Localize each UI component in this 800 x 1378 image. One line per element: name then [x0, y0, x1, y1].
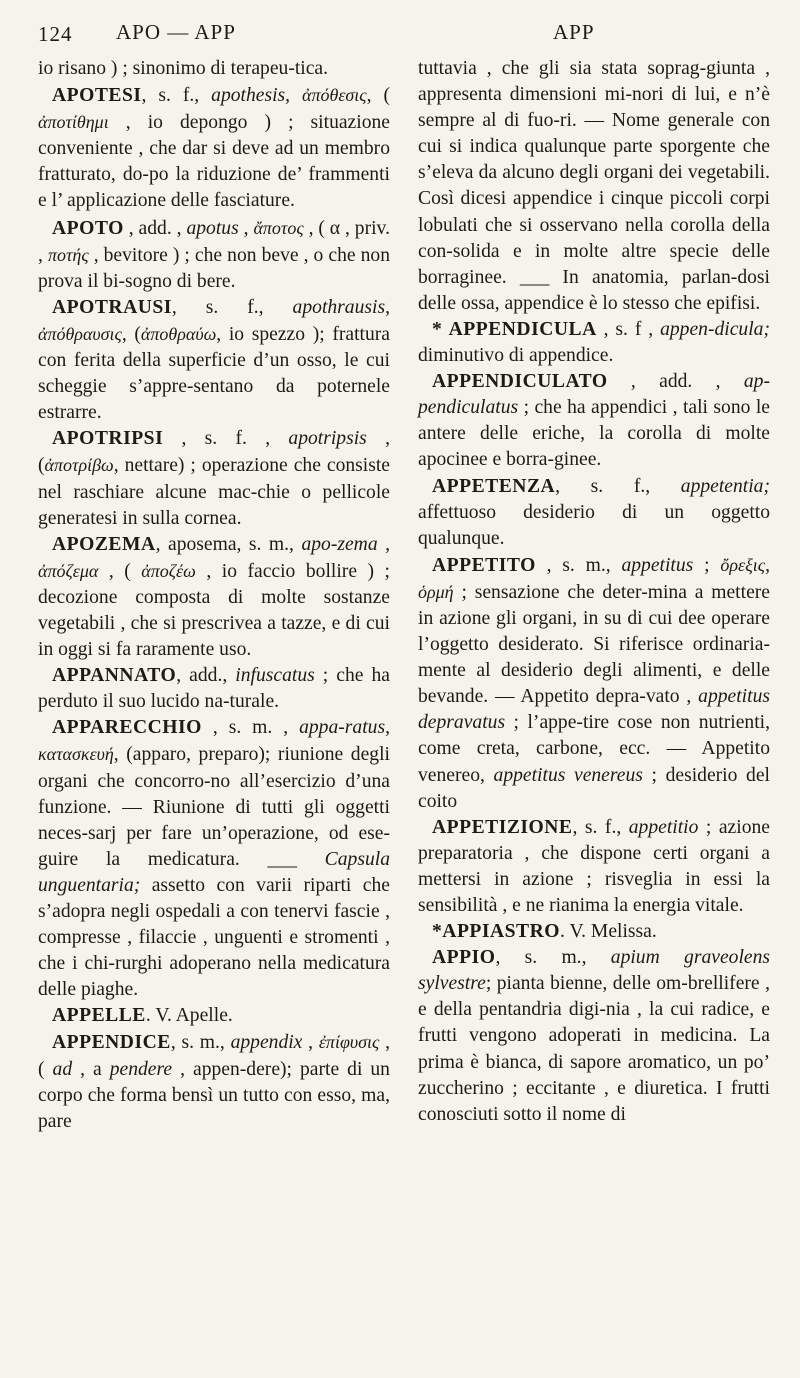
entry-text: , (	[38, 1032, 391, 1080]
entry-headword: APPELLE	[52, 1005, 146, 1027]
dictionary-entry	[38, 295, 390, 426]
latin-term: apotripsis	[288, 428, 367, 450]
entry-continuation	[418, 56, 770, 317]
entry-headword: *APPIASTRO	[432, 921, 561, 943]
entry-text: ; che ha perduto il suo lucido na-turale.	[38, 665, 390, 713]
entry-text: assetto con varii riparti che s’adopra negli ospedali a con tenervi fascie , compresse , filaccie , unguenti e stromenti , che i chi-rurghi adoperano nella medicatura delle piaghe.	[38, 874, 390, 1001]
entry-text: ; sensazione che deter-mina a mettere in azione gli organi, in su di cui dee operare l’oggetto desiderato. Si riferisce ordinaria-mente al desiderio degli alimenti, e delle bevande. — Appetito depra-vato ,	[418, 581, 770, 708]
entry-text: ,	[385, 296, 390, 318]
latin-term: Capsula unguentaria;	[38, 848, 390, 896]
dictionary-entry	[38, 215, 390, 295]
latin-term: appa-ratus	[299, 717, 386, 739]
entry-text: , appen-dere); parte di un corpo che forma bensì un tutto con esso, ma, pare	[38, 1058, 390, 1132]
latin-term: appendix	[230, 1032, 303, 1054]
entry-text: , (	[366, 85, 390, 107]
left-running-head: APO — APP	[116, 20, 236, 44]
entry-text: , io depongo ) ; situazione conveniente , che dar si deve ad un membro fratturato, do-po la riduzione de’ frammenti e l’ applicazione delle fasciature.	[38, 112, 390, 212]
greek-term: ἐπίφυσις	[318, 1032, 380, 1053]
entry-text: ; l’appe-tire cose non nutrienti, come creta, carbone, ecc. — Appetito venereo,	[418, 712, 770, 786]
entry-headword: APPIO	[432, 947, 496, 969]
latin-term: ap-pendiculatus	[418, 371, 770, 419]
entry-text: , add.,	[176, 665, 236, 687]
dictionary-entry	[38, 715, 390, 1003]
entry-text: ; desiderio del coito	[418, 764, 770, 812]
latin-term: appetentia;	[680, 475, 770, 497]
dictionary-entry	[38, 532, 390, 663]
entry-text: , s. f ,	[596, 318, 661, 340]
entry-text: , (	[121, 323, 141, 345]
entry-headword: APPETENZA	[432, 475, 556, 497]
entry-text: , s. f.,	[171, 296, 293, 318]
dictionary-entry	[418, 945, 770, 1128]
latin-term: infuscatus	[235, 665, 315, 687]
dictionary-entry	[38, 1029, 390, 1134]
entry-headword: APPARECCHIO	[52, 717, 202, 739]
greek-term: ὁρμή	[418, 581, 454, 602]
entry-text: , io faccio bollire ) ; decozione composta di molte sostanze vegetabili , che si prescrivea a tazze, e di cui in oggi si fa raramente uso.	[38, 560, 390, 661]
latin-term: appetitus depravatus	[418, 686, 770, 734]
entry-text: , aposema, s. m.,	[155, 533, 302, 555]
greek-term: ἀπόθραυσις	[38, 323, 122, 344]
entry-text: ,	[285, 85, 303, 107]
dictionary-entry	[418, 317, 770, 369]
entry-headword: APPANNATO	[52, 665, 177, 687]
entry-text: , s. m.,	[495, 947, 611, 969]
running-header	[38, 20, 778, 50]
latin-term: apotus	[186, 217, 239, 239]
dictionary-entry	[418, 474, 770, 552]
greek-term: ἄποτος	[253, 217, 304, 238]
entry-text: ; che ha appendici , tali sono le antere delle eriche, la corolla di molte apocinee e borra-ginee.	[418, 397, 770, 471]
latin-term: pendere	[109, 1058, 173, 1080]
dictionary-entry	[418, 815, 770, 919]
entry-text: , s. f. ,	[163, 428, 289, 450]
greek-term: ἀποτρίβω	[44, 455, 114, 476]
greek-term: ἀπόθεσις	[302, 85, 367, 106]
latin-term: apothesis	[211, 85, 286, 107]
page-number: 124	[38, 22, 73, 46]
entry-text: tuttavia , che gli sia stata soprag-giunta , appresenta dimensioni mi-nori di lui, e n’è sempre al di fuo-ri. — Nome generale con cui si indica qualunque parte sporgente che s’eleva da alcuno degli organi dei vegetabili. Così dicesi appendice i cinque piccoli corpi lobulati che si osservano nella corolla della con-solida e in molte altre specie delle borraginee. ___ In anatomia, parlan-dosi delle ossa, appendice è lo stesso che epifisi.	[418, 58, 770, 314]
column-gutter	[399, 56, 400, 1356]
entry-headword: APOTO	[52, 217, 124, 239]
dictionary-entry	[38, 663, 390, 715]
entry-text: . V. Melissa.	[560, 921, 657, 943]
entry-text: , ( α , priv. ,	[38, 217, 390, 266]
latin-term: apium graveolens sylvestre	[418, 947, 771, 995]
dictionary-entry	[38, 1003, 390, 1029]
right-column	[418, 56, 770, 1128]
entry-headword: APOTRIPSI	[52, 428, 164, 450]
entry-headword: APOTRAUSI	[52, 296, 172, 318]
entry-text: , a	[72, 1058, 110, 1080]
entry-text: io risano ) ; sinonimo di terapeu-tica.	[38, 58, 329, 79]
entry-headword: * APPENDICULA	[432, 318, 597, 340]
entry-text: , bevitore ) ; che non beve , o che non prova il bi-sogno di bere.	[38, 244, 391, 292]
entry-text: ,	[302, 1032, 319, 1054]
entry-text: , io spezzo ); frattura con ferita della superficie d’un osso, le cui scheggie s’appre-sentano da poternele estrarre.	[38, 323, 390, 424]
entry-headword: APPENDICE	[52, 1032, 171, 1054]
greek-term: ἀποζέω	[141, 560, 196, 581]
latin-term: appen-dicula;	[660, 318, 770, 340]
latin-term: apothrausis	[292, 296, 386, 318]
entry-text: , s. m.,	[535, 554, 622, 576]
entry-text: ,	[385, 717, 390, 739]
entry-text: , nettare) ; operazione che consiste nel raschiare alcune mac-chie o pellicole generatesi in sulla cornea.	[38, 455, 390, 529]
greek-term: ὄρεξις	[720, 554, 766, 575]
entry-text: , (	[38, 428, 390, 477]
entry-text: , s. f.,	[555, 475, 681, 497]
entry-text: ,	[765, 554, 770, 576]
entry-text: , (apparo, preparo); riunione degli organi che concorro-no all’esercizio d’una funzione. — Riunione di tutti gli oggetti neces-sarj per fare un’operazione, od ese-guire la medicatura. ___	[38, 744, 390, 870]
left-column	[38, 56, 390, 1135]
entry-text: , add. ,	[123, 217, 187, 239]
right-running-head: APP	[553, 20, 595, 44]
latin-term: appetitus venereus	[493, 764, 643, 786]
entry-headword: APPENDICULATO	[432, 371, 608, 393]
greek-term: ποτής	[47, 244, 89, 265]
entry-text: , s. f.,	[141, 85, 212, 107]
entry-text: , s. m. ,	[201, 717, 300, 739]
entry-text: . V. Apelle.	[145, 1005, 233, 1027]
latin-term: apo-zema	[301, 533, 378, 555]
entry-text: , s. m.,	[170, 1032, 231, 1054]
latin-term: ad	[52, 1058, 73, 1080]
entry-headword: APPETIZIONE	[432, 816, 573, 838]
entry-continuation	[38, 56, 390, 82]
dictionary-entry	[38, 426, 390, 531]
entry-text: ,	[377, 533, 390, 555]
entry-text: ; azione preparatoria , che dispone certi organi a mettersi in azione ; risveglia in essi la sensibilità , e ne rianima la energia vitale.	[418, 816, 770, 916]
dictionary-entry	[418, 919, 770, 945]
entry-headword: APPETITO	[432, 554, 536, 576]
entry-text: ,	[238, 217, 254, 239]
entry-headword: APOZEMA	[52, 533, 156, 555]
greek-term: ἀποθραύω	[140, 323, 217, 344]
entry-text: ;	[693, 554, 721, 576]
greek-term: ἀπόζεμα	[38, 560, 99, 581]
entry-text: ; pianta bienne, delle om-brellifere , e della pentandria digi-nia , la cui radice, e frutti vengono adoperati in medicina. La prima è bianca, di sapore aromatico, un po’ zuccherino ; eccitante , e diuretica. I frutti conosciuti sotto il nome di	[418, 973, 770, 1125]
greek-term: ἀποτίθημι	[38, 112, 109, 133]
greek-term: κατασκευή	[38, 744, 114, 765]
dictionary-entry	[38, 82, 390, 214]
entry-text: , (	[98, 560, 142, 582]
entry-text: affettuoso desiderio di un oggetto qualunque.	[418, 501, 770, 549]
dictionary-entry	[418, 552, 770, 815]
latin-term: appetitio	[628, 816, 699, 838]
entry-headword: APOTESI	[52, 85, 142, 107]
entry-text: diminutivo di appendice.	[418, 345, 614, 367]
dictionary-entry	[418, 369, 770, 473]
entry-text: , add. ,	[607, 371, 744, 393]
latin-term: appetitus	[621, 554, 694, 576]
entry-text: , s. f.,	[572, 816, 629, 838]
